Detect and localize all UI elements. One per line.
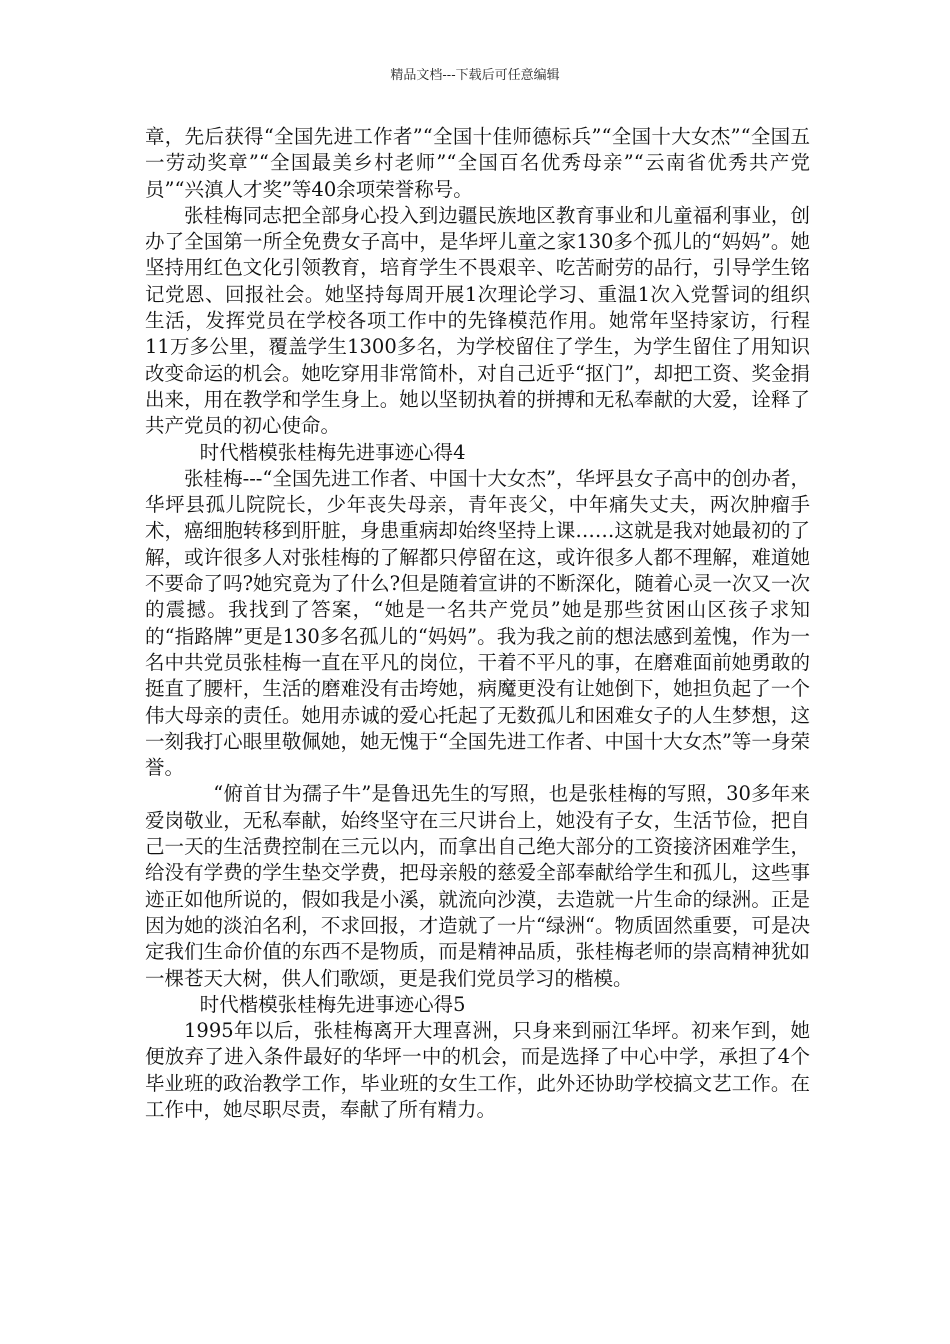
document-body (145, 124, 810, 1123)
paragraph-reflection-5: 1995年以后，张桂梅离开大理喜洲，只身来到丽江华坪。初来乍到，她便放弃了进入条件最好的华坪一中的机会，而是选择了中心中学，承担了4个毕业班的政治教学工作，毕业班的女生工作，此外还协助学校搞文艺工作。在工作中，她尽职尽责，奉献了所有精力。 (145, 1019, 810, 1121)
section-heading-5: 时代楷模张桂梅先进事迹心得5 (199, 992, 466, 1016)
page-header: 精品文档---下载后可任意编辑 (390, 68, 560, 83)
paragraph-deeds: 张桂梅同志把全部身心投入到边疆民族地区教育事业和儿童福利事业，创办了全国第一所全免费女子高中，是华坪儿童之家130多个孤儿的“妈妈”。她坚持用红色文化引领教育，培育学生不畏艰辛、吃苦耐劳的品行，引导学生铭记党恩、回报社会。她坚持每周开展1次理论学习、重温1次入党誓词的组织生活，发挥党员在学校各项工作中的先锋模范作用。她常年坚持家访，行程11万多公里，覆盖学生1300多名，为学校留住了学生，为学生留住了用知识改变命运的机会。她吃穿用非常简朴，对自己近乎“抠门”，却把工资、奖金捐出来，用在教学和学生身上。她以坚韧执着的拼搏和无私奉献的大爱，诠释了共产党员的初心使命。 (145, 203, 810, 438)
paragraph-reflection-4: 张桂梅---“全国先进工作者、中国十大女杰”，华坪县女子高中的创办者，华坪县孤儿院院长，少年丧失母亲，青年丧父，中年痛失丈夫，两次肿瘤手术，癌细胞转移到肝脏，身患重病却始终坚持上课……这就是我对她最初的了解，或许很多人对张桂梅的了解都只停留在这，或许很多人都不理解，难道她不要命了吗?她究竟为了什么?但是随着宣讲的不断深化，随着心灵一次又一次的震撼。我找到了答案，“她是一名共产党员”她是那些贫困山区孩子求知的“指路牌”更是130多名孤儿的“妈妈”。我为我之前的想法感到羞愧，作为一名中共党员张桂梅一直在平凡的岗位，干着不平凡的事，在磨难面前她勇敢的挺直了腰杆，生活的磨难没有击垮她，病魔更没有让她倒下，她担负起了一个伟大母亲的责任。她用赤诚的爱心托起了无数孤儿和困难女子的人生梦想，这一刻我打心眼里敬佩她，她无愧于“全国先进工作者、中国十大女杰”等一身荣誉。 (145, 466, 810, 780)
section-heading-4: 时代楷模张桂梅先进事迹心得4 (199, 440, 466, 464)
paragraph-quote: “俯首甘为孺子牛”是鲁迅先生的写照，也是张桂梅的写照，30多年来爱岗敬业，无私奉献，始终坚守在三尺讲台上，她没有子女，生活节俭，把自己一天的生活费控制在三元以内，而拿出自己绝大部分的工资接济困难学生，给没有学费的学生垫交学费，把母亲般的慈爱全部奉献给学生和孤儿，这些事迹正如他所说的，假如我是小溪，就流向沙漠，去造就一片生命的绿洲。正是因为她的淡泊名利，不求回报，才造就了一片“绿洲“。物质固然重要，可是决定我们生命价值的东西不是物质，而是精神品质，张桂梅老师的崇高精神犹如一棵苍天大树，供人们歌颂，更是我们党员学习的楷模。 (145, 782, 810, 990)
paragraph-honors: 章，先后获得“全国先进工作者”“全国十佳师德标兵”“全国十大女杰”“全国五一劳动奖章”“全国最美乡村老师”“全国百名优秀母亲”“云南省优秀共产党员”“兴滇人才奖”等40余项荣誉称号。 (145, 125, 810, 201)
